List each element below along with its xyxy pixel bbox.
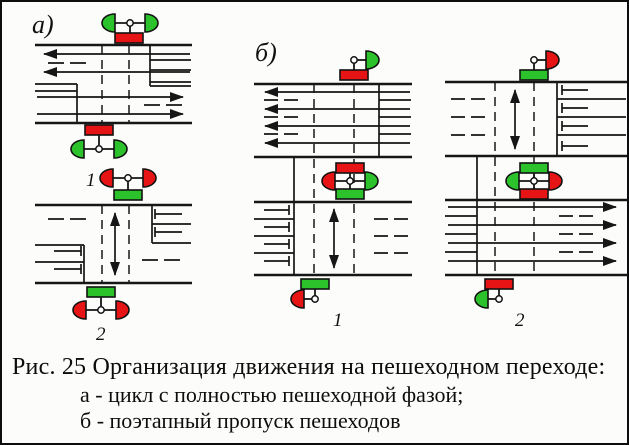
- signal-a2-top: [100, 169, 156, 200]
- vehicle-signal-red-icon: [546, 51, 559, 69]
- stopped-vehicle-icon: [155, 209, 182, 237]
- scheme-a: [32, 10, 192, 345]
- pedestrian-signal-red-icon: [336, 163, 364, 173]
- vehicle-signal-red-icon: [73, 301, 86, 319]
- stopped-vehicle-icon: [54, 246, 81, 274]
- vehicle-signal-green-icon: [145, 14, 158, 32]
- signal-b1-median: [322, 163, 378, 199]
- pedestrian-signal-green-icon: [87, 287, 115, 297]
- signal-mast-node: [531, 57, 537, 63]
- vehicle-signal-green-icon: [506, 172, 519, 190]
- stage-1-label: 1: [333, 310, 343, 331]
- vehicle-signal-red-icon: [291, 290, 304, 308]
- vehicle-signal-red-icon: [143, 169, 156, 187]
- vehicle-signal-red-icon: [116, 301, 129, 319]
- traffic-schemes-drawing: [2, 2, 629, 347]
- road-edges: [35, 205, 192, 283]
- signal-mast-node: [312, 296, 318, 302]
- vehicle-signal-green-icon: [365, 172, 378, 190]
- figure-caption: [12, 353, 627, 434]
- vehicle-signal-green-icon: [71, 140, 84, 158]
- pedestrian-signal-green-icon: [336, 189, 364, 199]
- vehicle-signal-green-icon: [114, 140, 127, 158]
- pedestrian-signal-red-icon: [340, 70, 368, 80]
- scheme-a-label: а): [32, 10, 54, 39]
- signal-mast-node: [98, 307, 104, 313]
- signal-a2-bottom: [73, 287, 129, 319]
- pedestrian-signal-red-icon: [520, 189, 548, 199]
- caption-item-b: б - поэтапный пропуск пешеходов: [80, 408, 401, 433]
- lane-markings: [35, 205, 191, 283]
- lane-markings: [35, 45, 191, 123]
- phase-2-label: 2: [96, 324, 106, 345]
- signal-b2-bottom: [475, 279, 513, 308]
- pedestrian-signal-green-icon: [301, 279, 329, 289]
- scheme-a-phase2-road: [35, 205, 192, 283]
- caption-title: Рис. 25 Организация движения на пешеходном переходе:: [12, 354, 606, 380]
- scheme-b-label: б): [255, 38, 277, 67]
- vehicle-signal-red-icon: [322, 172, 335, 190]
- stopped-vehicle-icon: [562, 85, 588, 151]
- signal-mast-node: [351, 57, 357, 63]
- signal-b2-median: [506, 163, 562, 199]
- vehicle-signal-red-icon: [549, 172, 562, 190]
- pedestrian-signal-green-icon: [114, 190, 142, 200]
- pedestrian-signal-red-icon: [115, 33, 143, 43]
- pedestrian-signal-green-icon: [520, 70, 548, 80]
- stage-2-label: 2: [515, 310, 525, 331]
- signal-mast-node: [496, 296, 502, 302]
- vehicle-signal-green-icon: [102, 14, 115, 32]
- signal-mast-node: [96, 146, 102, 152]
- pedestrian-signal-red-icon: [485, 279, 513, 289]
- pedestrian-signal-green-icon: [520, 163, 548, 173]
- signal-b1-top: [340, 51, 379, 80]
- crosswalk-lines: [102, 45, 129, 123]
- signal-mast-node: [347, 178, 353, 184]
- signal-a1-bottom: [71, 125, 127, 158]
- vehicle-signal-green-icon: [475, 290, 488, 308]
- scheme-b: [254, 38, 627, 331]
- signal-b2-top: [520, 51, 559, 80]
- signal-mast-node: [531, 178, 537, 184]
- signal-mast-node: [125, 175, 131, 181]
- scheme-a-phase1-road: [35, 45, 192, 123]
- phase-1-label: 1: [86, 170, 96, 191]
- signal-a1-top: [102, 14, 158, 43]
- pedestrian-signal-red-icon: [85, 125, 113, 135]
- vehicle-signal-green-icon: [366, 51, 379, 69]
- vehicle-signal-red-icon: [100, 169, 113, 187]
- signal-mast-node: [127, 20, 133, 26]
- signal-b1-bottom: [291, 279, 329, 308]
- caption-item-a: а - цикл с полностью пешеходной фазой;: [80, 382, 464, 407]
